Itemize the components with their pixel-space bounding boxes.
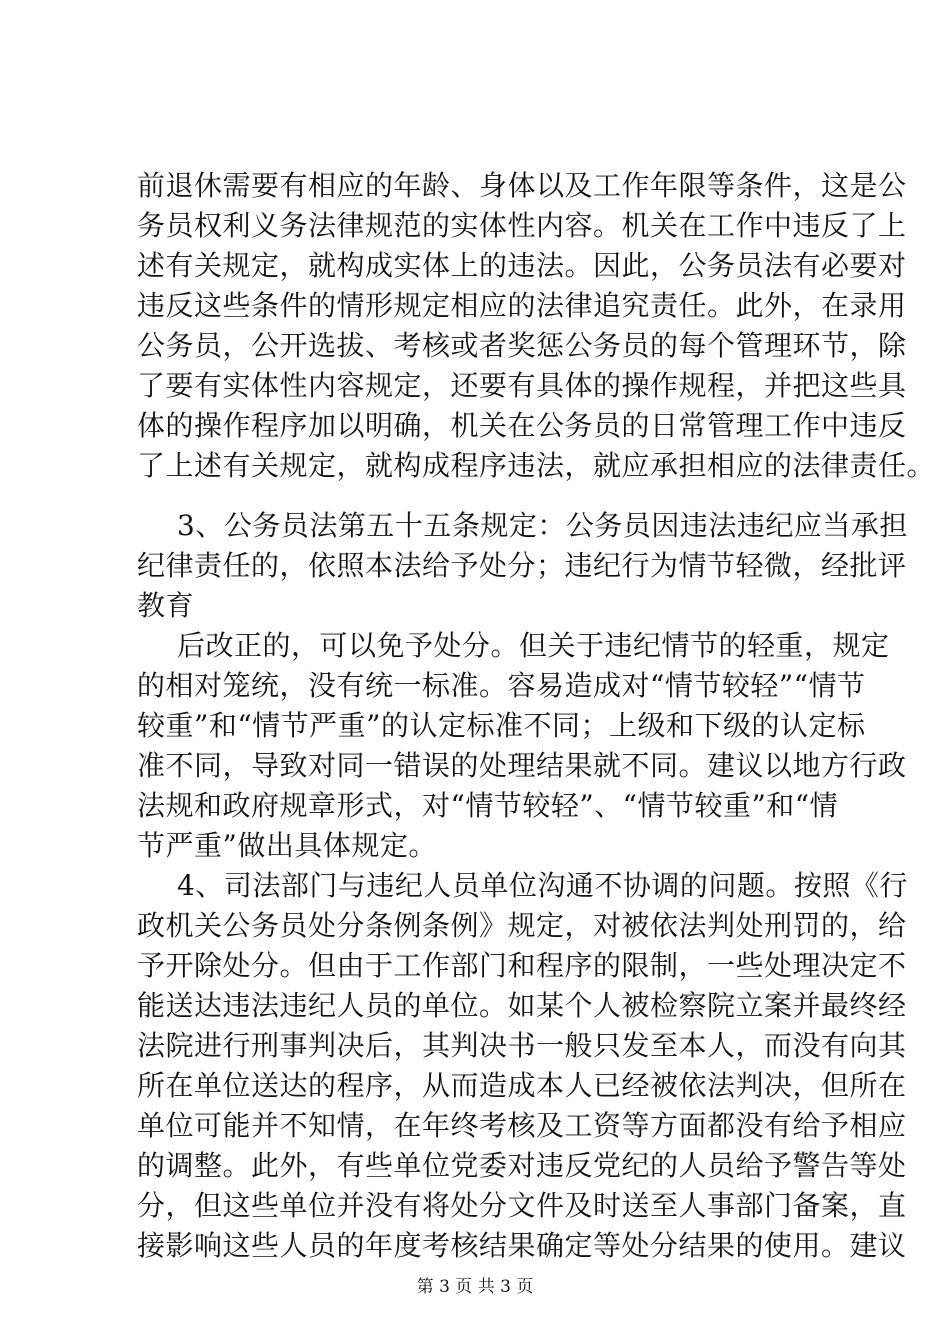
text-line: 法规和政府规章形式，对“情节较轻”、“情节较重”和“情 [137, 789, 839, 822]
text-line: 违反这些条件的情形规定相应的法律追究责任。此外，在录用 [137, 289, 907, 322]
text-line: 准不同，导致对同一错误的处理结果就不同。建议以地方行政 [137, 749, 907, 782]
text-line: 务员权利义务法律规范的实体性内容。机关在工作中违反了上 [137, 209, 907, 242]
text-line: 接影响这些人员的年度考核结果确定等处分结果的使用。建议 [137, 1229, 907, 1262]
text-line: 节严重”做出具体规定。 [137, 829, 437, 862]
text-line: 法院进行刑事判决后，其判决书一般只发至本人，而没有向其 [137, 1029, 907, 1062]
text-line: 能送达违法违纪人员的单位。如某个人被检察院立案并最终经 [137, 989, 907, 1022]
text-line: 政机关公务员处分条例条例》规定，对被依法判处刑罚的，给 [137, 909, 907, 942]
text-line: 公务员，公开选拔、考核或者奖惩公务员的每个管理环节，除 [137, 329, 907, 362]
text-line: 述有关规定，就构成实体上的违法。因此，公务员法有必要对 [137, 249, 907, 282]
text-line: 教育 [137, 589, 195, 622]
text-line: 纪律责任的，依照本法给予处分；违纪行为情节轻微，经批评 [137, 549, 907, 582]
text-line: 4、司法部门与违纪人员单位沟通不协调的问题。按照《行 [177, 869, 908, 902]
text-line: 较重”和“情节严重”的认定标准不同；上级和下级的认定标 [137, 709, 866, 742]
text-line: 的调整。此外，有些单位党委对违反党纪的人员给予警告等处 [137, 1149, 907, 1182]
text-line: 3、公务员法第五十五条规定：公务员因违法违纪应当承担 [177, 509, 908, 542]
text-line: 单位可能并不知情，在年终考核及工资等方面都没有给予相应 [137, 1109, 907, 1142]
text-line: 了要有实体性内容规定，还要有具体的操作规程，并把这些具 [137, 369, 907, 402]
text-line: 后改正的，可以免予处分。但关于违纪情节的轻重，规定 [177, 629, 890, 662]
text-line: 前退休需要有相应的年龄、身体以及工作年限等条件，这是公 [137, 169, 907, 202]
text-line: 体的操作程序加以明确，机关在公务员的日常管理工作中违反 [137, 409, 907, 442]
text-line: 分，但这些单位并没有将处分文件及时送至人事部门备案，直 [137, 1189, 907, 1222]
text-line: 了上述有关规定，就构成程序违法，就应承担相应的法律责任。 [137, 449, 936, 482]
text-line: 予开除处分。但由于工作部门和程序的限制，一些处理决定不 [137, 949, 907, 982]
text-line: 的相对笼统，没有统一标准。容易造成对“情节较轻”“情节 [137, 669, 866, 702]
page-number-footer: 第 3 页 共 3 页 [416, 1277, 534, 1297]
text-line: 所在单位送达的程序，从而造成本人已经被依法判决，但所在 [137, 1069, 907, 1102]
